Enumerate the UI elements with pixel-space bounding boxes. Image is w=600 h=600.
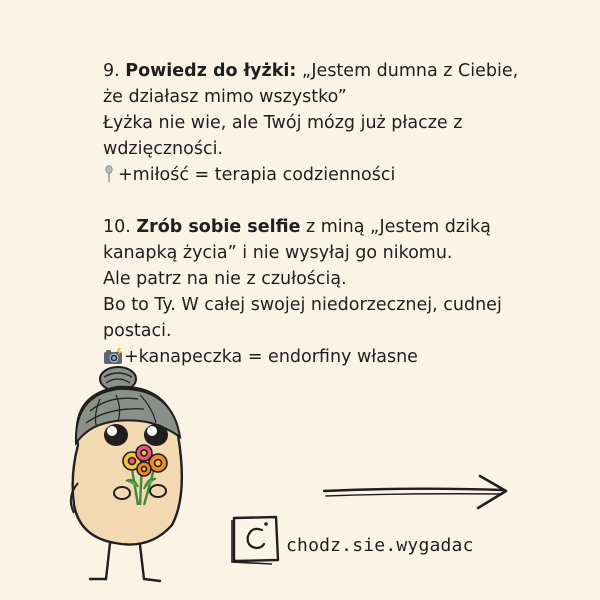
spoon-icon <box>103 165 115 183</box>
tip-9-title-line <box>103 58 573 84</box>
tip-10-line4: Bo to Ty. W całej swojej niedorzecznej, cudnej <box>103 295 502 315</box>
tip-10-number: 10. <box>103 217 131 237</box>
tip-9-bold: Powiedz do łyżki: <box>125 61 297 81</box>
tip-10-line3: Ale patrz na nie z czułością. <box>103 269 347 289</box>
tip-9-quote-line1: „Jestem dumna z Ciebie, <box>301 61 519 81</box>
instagram-handle[interactable]: chodz.sie.wygadac <box>286 535 474 556</box>
tip-10-bold: Zrób sobie selfie <box>136 217 301 237</box>
tips-text <box>103 58 573 370</box>
tip-10-line1-rest: z miną „Jestem dziką <box>306 217 491 237</box>
tip-9-equation: +miłość = terapia codzienności <box>118 165 396 185</box>
instagram-icon <box>228 512 284 568</box>
tip-10-line2: kanapką życia” i nie wysyłaj go nikomu. <box>103 243 453 263</box>
tip-10-equation: +kanapeczka = endorfiny własne <box>124 347 418 367</box>
tip-10-title-line <box>103 214 573 240</box>
tip-9-number: 9. <box>103 61 120 81</box>
arrow-right-icon <box>320 472 510 512</box>
tip-9-line4: wdzięczności. <box>103 139 224 159</box>
tip-9-quote-line2: że działasz mimo wszystko” <box>103 87 347 107</box>
tip-9-line3: Łyżka nie wie, ale Twój mózg już płacze z <box>103 113 463 133</box>
camera-flash-icon <box>103 348 123 365</box>
tip-9-equation-line <box>103 162 573 188</box>
tip-10-line5: postaci. <box>103 321 172 341</box>
mascot-illustration <box>60 365 200 590</box>
